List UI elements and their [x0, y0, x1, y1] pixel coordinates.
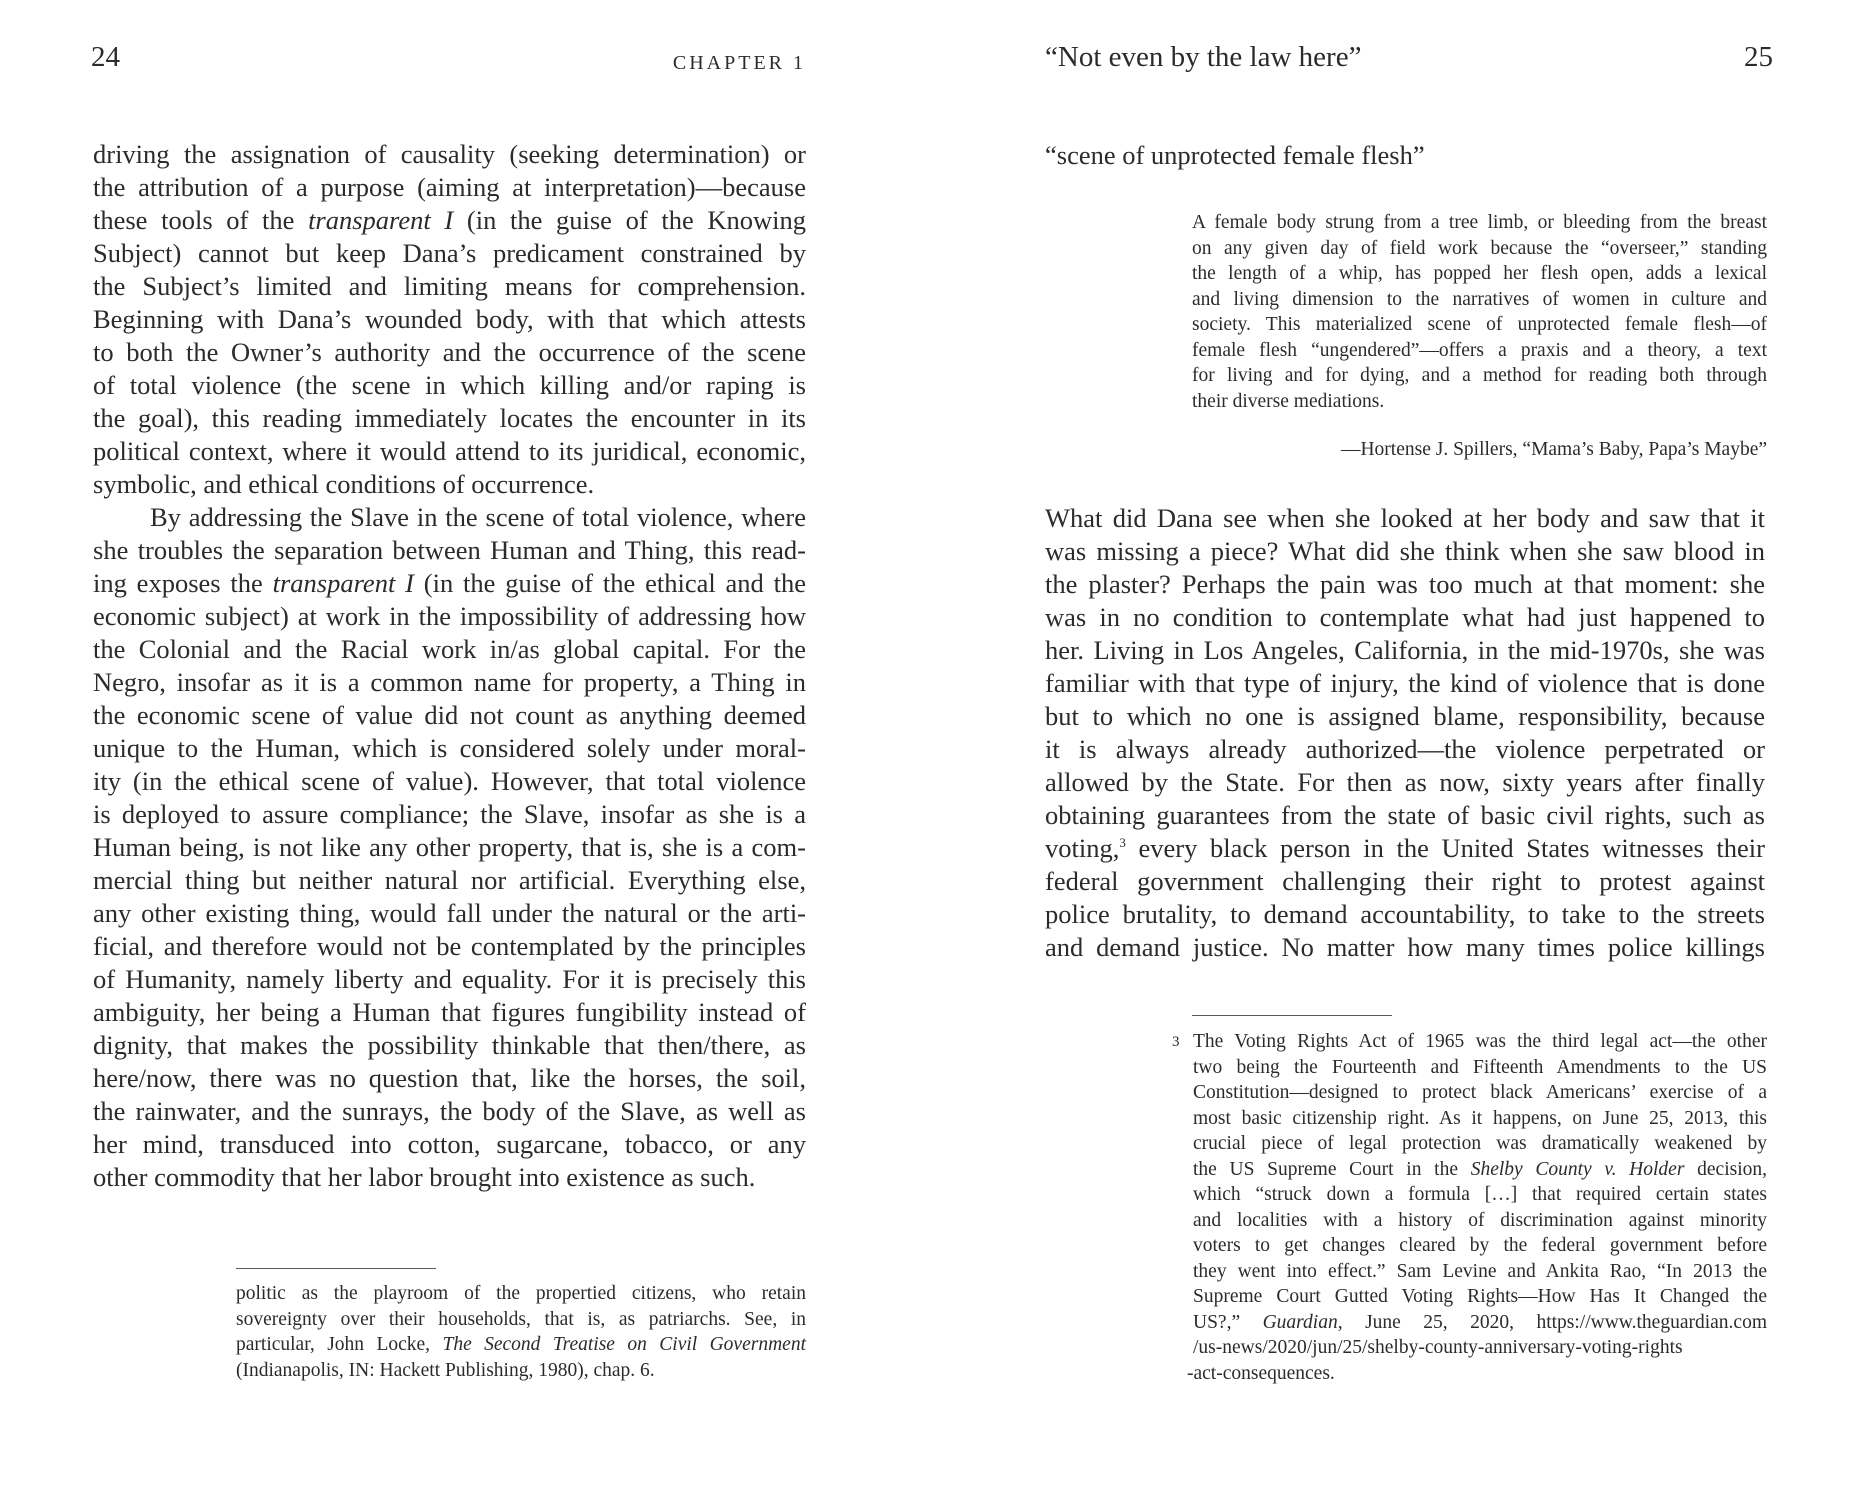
footnote-rule: [236, 1268, 436, 1269]
text-line: two being the Fourteenth and Fifteenth Amendments to the US: [1193, 1056, 1767, 1078]
text-line: the economic scene of value did not count as anything deemed: [93, 700, 806, 730]
text-line: symbolic, and ethical conditions of occurrence.: [93, 469, 595, 499]
text-line: female flesh “ungendered”—offers a praxis and a theory, a text: [1192, 339, 1767, 361]
text-line: ing exposes the transparent I (in the guise of the ethical and the: [93, 568, 806, 598]
text-line: familiar with that type of injury, the kind of violence that is done: [1045, 668, 1765, 698]
text-line: for living and for dying, and a method for reading both through: [1192, 365, 1767, 386]
text-line: but to which no one is assigned blame, responsibility, because: [1045, 701, 1765, 731]
text-line: Supreme Court Gutted Voting Rights—How Has It Changed the: [1193, 1286, 1767, 1307]
right-page: [928, 0, 1857, 1500]
text-line: crucial piece of legal protection was dramatically weakened by: [1193, 1133, 1767, 1154]
text-line: here/now, there was no question that, like the horses, the soil,: [93, 1063, 806, 1093]
text-line: Beginning with Dana’s wounded body, with that which attests: [93, 304, 806, 334]
text-line: particular, John Locke, The Second Treatise on Civil Government: [236, 1334, 806, 1355]
footnote-rule: [1192, 1015, 1392, 1016]
text-line: her. Living in Los Angeles, California, in the mid-1970s, she was: [1045, 635, 1765, 665]
text-line: society. This materialized scene of unprotected female flesh—of: [1192, 314, 1767, 335]
text-line: Constitution—designed to protect black Americans’ exercise of a: [1193, 1082, 1767, 1103]
text-line: and demand justice. No matter how many times police killings: [1045, 932, 1765, 962]
text-line: ity (in the ethical scene of value). However, that total violence: [93, 766, 806, 796]
text-line: she troubles the separation between Human and Thing, this read-: [93, 535, 806, 565]
text-line: most basic citizenship right. As it happens, on June 25, 2013, this: [1193, 1107, 1767, 1129]
text-line: voting,$^3$ every black person in the United States witnesses their: [1045, 833, 1765, 863]
text-line: obtaining guarantees from the state of basic civil rights, such as: [1045, 800, 1765, 830]
text-line: /us-news/2020/jun/25/shelby-county-anniversary-voting-rights: [1193, 1337, 1683, 1358]
epigraph-attribution: —Hortense J. Spillers, “Mama’s Baby, Papa’s Maybe”: [1340, 439, 1767, 460]
footnote-reference[interactable]: 3: [1119, 835, 1126, 851]
text-line: federal government challenging their right to protest against: [1045, 866, 1765, 896]
running-head-title: “Not even by the law here”: [1045, 41, 1362, 73]
text-line: driving the assignation of causality (seeking determination) or: [93, 139, 806, 169]
text-line: mercial thing but neither natural nor artificial. Everything else,: [93, 865, 806, 895]
text-line: was missing a piece? What did she think when she saw blood in: [1045, 536, 1765, 566]
text-line: -act-consequences.: [1187, 1362, 1335, 1384]
text-line: the plaster? Perhaps the pain was too much at that moment: she: [1045, 569, 1765, 599]
text-line: Subject) cannot but keep Dana’s predicament constrained by: [93, 238, 806, 268]
text-line: their diverse mediations.: [1192, 390, 1385, 412]
section-heading: “scene of unprotected female flesh”: [1045, 140, 1425, 170]
text-line: and localities with a history of discrimination against minority: [1193, 1209, 1767, 1231]
text-line: the attribution of a purpose (aiming at interpretation)—because: [93, 172, 806, 202]
body-text: [93, 138, 806, 1194]
text-line: of Humanity, namely liberty and equality. For it is precisely this: [93, 964, 806, 994]
text-line: allowed by the State. For then as now, sixty years after finally: [1045, 767, 1765, 797]
footnote-3: [1172, 1029, 1767, 1386]
text-line: these tools of the transparent I (in the guise of the Knowing: [93, 205, 806, 235]
text-line: they went into effect.” Sam Levine and Ankita Rao, “In 2013 the: [1193, 1260, 1767, 1282]
text-line: and living dimension to the narratives of women in culture and: [1192, 288, 1767, 310]
epigraph: [1192, 210, 1767, 414]
text-line: What did Dana see when she looked at her body and saw that it: [1045, 503, 1765, 533]
text-line: ambiguity, her being a Human that figures fungibility instead of: [93, 997, 806, 1027]
text-line: the Colonial and the Racial work in/as global capital. For the: [93, 634, 806, 664]
text-line: to both the Owner’s authority and the occurrence of the scene: [93, 337, 806, 367]
text-line: it is always already authorized—the violence perpetrated or: [1045, 734, 1765, 764]
page-number: 24: [91, 41, 120, 73]
text-line: the rainwater, and the sunrays, the body of the Slave, as well as: [93, 1096, 806, 1126]
text-line: unique to the Human, which is considered solely under moral-: [93, 733, 806, 763]
text-line: US?,” Guardian, June 25, 2020, https://www.theguardian.com: [1193, 1311, 1767, 1333]
text-line: Negro, insofar as it is a common name for property, a Thing in: [93, 667, 806, 697]
text-line: politic as the playroom of the propertied citizens, who retain: [236, 1283, 806, 1304]
text-line: sovereignty over their households, that is, as patriarchs. See, in: [236, 1308, 806, 1330]
text-line: her mind, transduced into cotton, sugarcane, tobacco, or any: [93, 1129, 806, 1159]
text-line: voters to get changes cleared by the federal government before: [1193, 1235, 1767, 1256]
text-line: the US Supreme Court in the Shelby County v. Holder decision,: [1193, 1158, 1767, 1180]
text-line: the length of a whip, has popped her flesh open, adds a lexical: [1192, 263, 1767, 284]
footnote-number: 3: [1172, 1034, 1180, 1050]
footnote-continued: [236, 1281, 806, 1383]
text-line: dignity, that makes the possibility thinkable that then/there, as: [93, 1030, 806, 1060]
left-page: [0, 0, 928, 1500]
text-line: ficial, and therefore would not be contemplated by the principles: [93, 931, 806, 961]
text-line: By addressing the Slave in the scene of total violence, where: [150, 502, 806, 532]
text-line: other commodity that her labor brought into existence as such.: [93, 1162, 756, 1192]
page-number: 25: [1744, 41, 1773, 73]
text-line: Human being, is not like any other property, that is, she is a com-: [93, 832, 806, 862]
text-line: the goal), this reading immediately locates the encounter in its: [93, 403, 806, 433]
text-line: of total violence (the scene in which killing and/or raping is: [93, 370, 806, 400]
text-line: on any given day of field work because the “overseer,” standing: [1192, 237, 1767, 259]
text-line: is deployed to assure compliance; the Slave, insofar as she is a: [93, 799, 806, 829]
body-text: [1045, 502, 1765, 964]
running-head-chapter: CHAPTER 1: [672, 52, 806, 74]
text-line: The Voting Rights Act of 1965 was the third legal act—the other: [1193, 1031, 1767, 1052]
text-line: which “struck down a formula […] that required certain states: [1193, 1184, 1767, 1205]
text-line: A female body strung from a tree limb, or bleeding from the breast: [1192, 212, 1767, 233]
text-line: the Subject’s limited and limiting means for comprehension.: [93, 271, 806, 301]
text-line: economic subject) at work in the impossibility of addressing how: [93, 601, 806, 631]
text-line: any other existing thing, would fall under the natural or the arti-: [93, 898, 806, 928]
text-line: was in no condition to contemplate what had just happened to: [1045, 602, 1765, 632]
text-line: police brutality, to demand accountability, to take to the streets: [1045, 899, 1765, 929]
text-line: political context, where it would attend to its juridical, economic,: [93, 436, 806, 466]
text-line: (Indianapolis, IN: Hackett Publishing, 1980), chap. 6.: [236, 1359, 655, 1381]
